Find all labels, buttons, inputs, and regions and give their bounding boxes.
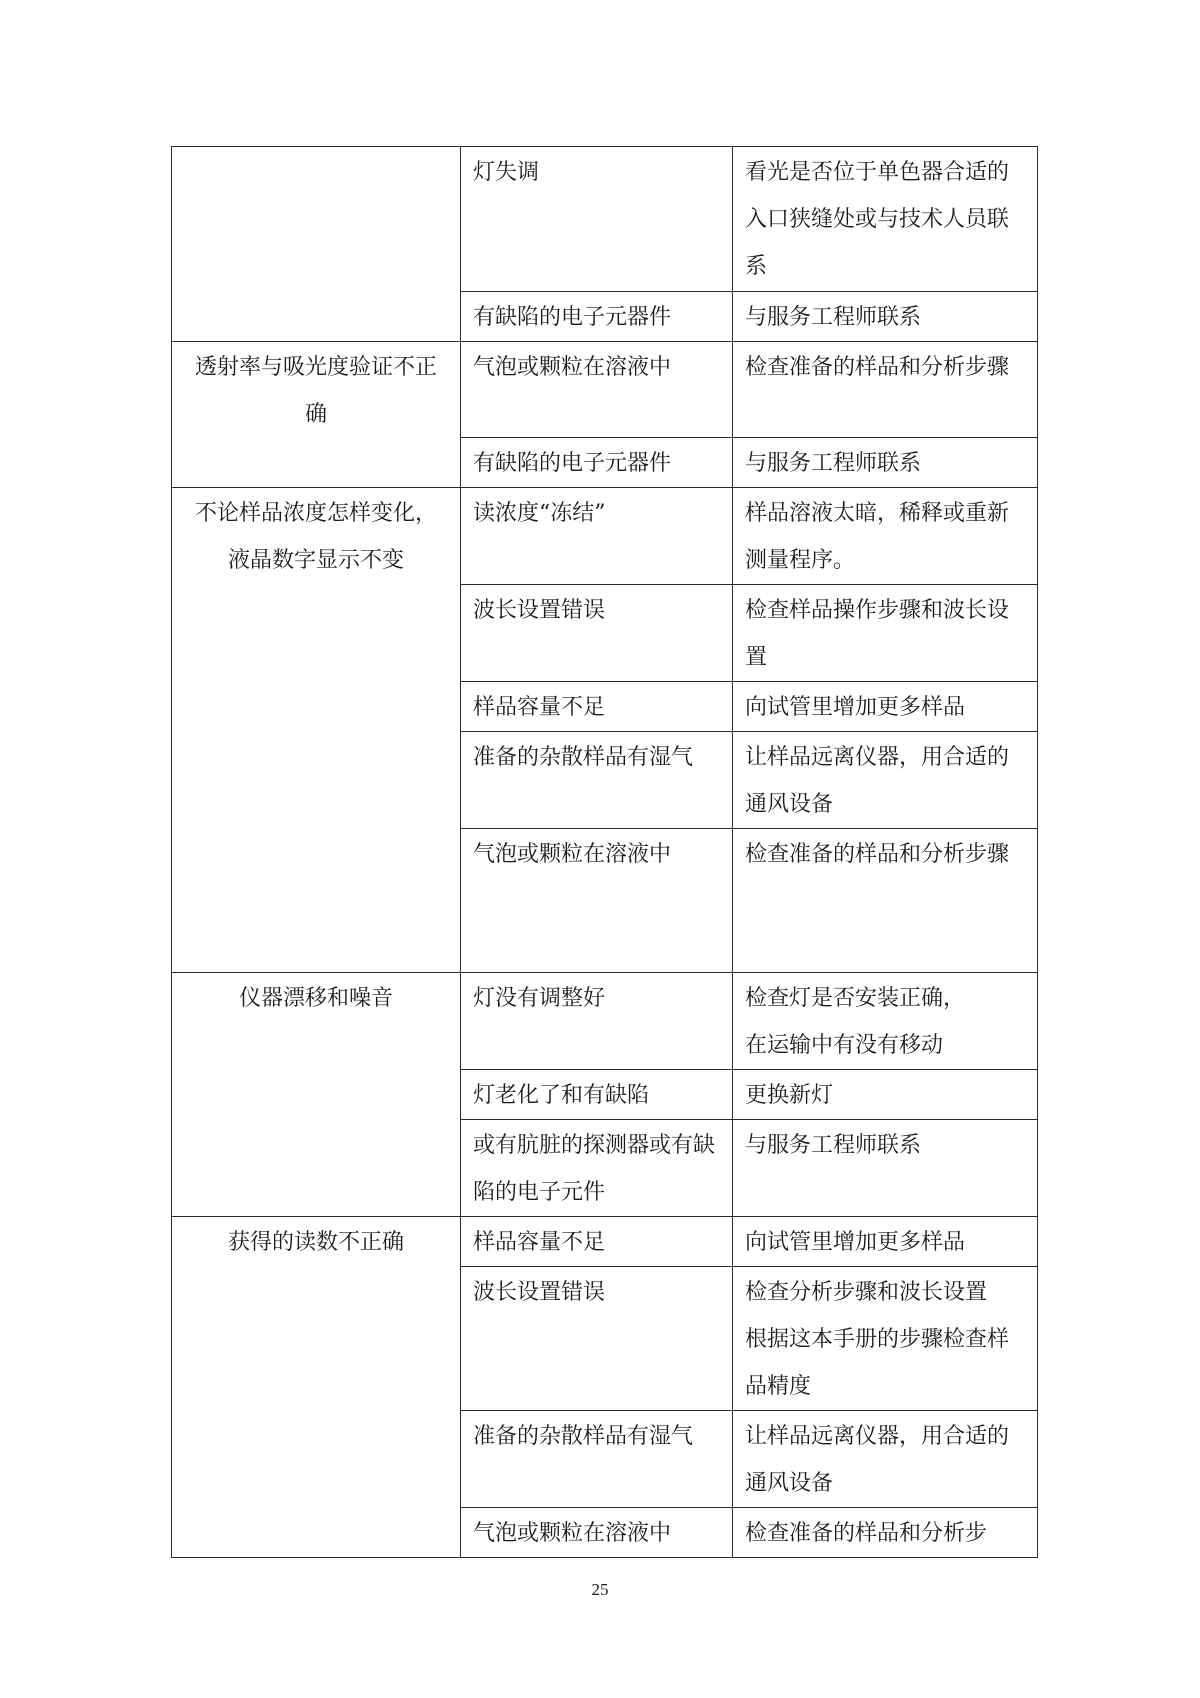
solution-cell: 与服务工程师联系 [733,438,1038,488]
solution-cell: 让样品远离仪器，用合适的通风设备 [733,1411,1038,1508]
symptom-cell: 获得的读数不正确 [172,1217,461,1558]
cause-cell: 气泡或颗粒在溶液中 [461,1508,733,1558]
table-row [172,1217,1038,1267]
troubleshooting-table [171,146,1038,1558]
table-row [172,488,1038,585]
solution-cell: 与服务工程师联系 [733,292,1038,342]
cause-cell: 波长设置错误 [461,585,733,682]
solution-cell: 更换新灯 [733,1070,1038,1120]
solution-cell: 向试管里增加更多样品 [733,682,1038,732]
cause-cell: 或有肮脏的探测器或有缺陷的电子元件 [461,1120,733,1217]
table-row [172,342,1038,438]
cause-cell: 样品容量不足 [461,682,733,732]
page-number: 25 [591,1580,609,1599]
table-row [172,147,1038,292]
cause-cell: 灯没有调整好 [461,973,733,1070]
symptom-cell: 仪器漂移和噪音 [172,973,461,1217]
solution-cell: 检查分析步骤和波长设置 根据这本手册的步骤检查样品精度 [733,1267,1038,1411]
solution-cell: 看光是否位于单色器合适的入口狭缝处或与技术人员联系 [733,147,1038,292]
solution-cell: 与服务工程师联系 [733,1120,1038,1217]
solution-cell: 检查灯是否安装正确， 在运输中有没有移动 [733,973,1038,1070]
cause-cell: 波长设置错误 [461,1267,733,1411]
cause-cell: 有缺陷的电子元器件 [461,292,733,342]
table-row [172,973,1038,1070]
cause-cell: 样品容量不足 [461,1217,733,1267]
solution-cell: 检查样品操作步骤和波长设置 [733,585,1038,682]
cause-cell: 准备的杂散样品有湿气 [461,1411,733,1508]
cause-cell: 灯老化了和有缺陷 [461,1070,733,1120]
cause-cell: 读浓度“冻结” [461,488,733,585]
cause-cell: 灯失调 [461,147,733,292]
solution-cell: 向试管里增加更多样品 [733,1217,1038,1267]
symptom-cell: 透射率与吸光度验证不正确 [172,342,461,488]
cause-cell: 气泡或颗粒在溶液中 [461,829,733,973]
solution-cell: 让样品远离仪器，用合适的通风设备 [733,732,1038,829]
solution-cell: 检查准备的样品和分析步 [733,1508,1038,1558]
solution-cell: 样品溶液太暗，稀释或重新测量程序。 [733,488,1038,585]
symptom-cell [172,147,461,342]
cause-cell: 有缺陷的电子元器件 [461,438,733,488]
solution-cell: 检查准备的样品和分析步骤 [733,342,1038,438]
cause-cell: 气泡或颗粒在溶液中 [461,342,733,438]
solution-cell: 检查准备的样品和分析步骤 [733,829,1038,973]
symptom-cell: 不论样品浓度怎样变化，液晶数字显示不变 [172,488,461,973]
cause-cell: 准备的杂散样品有湿气 [461,732,733,829]
